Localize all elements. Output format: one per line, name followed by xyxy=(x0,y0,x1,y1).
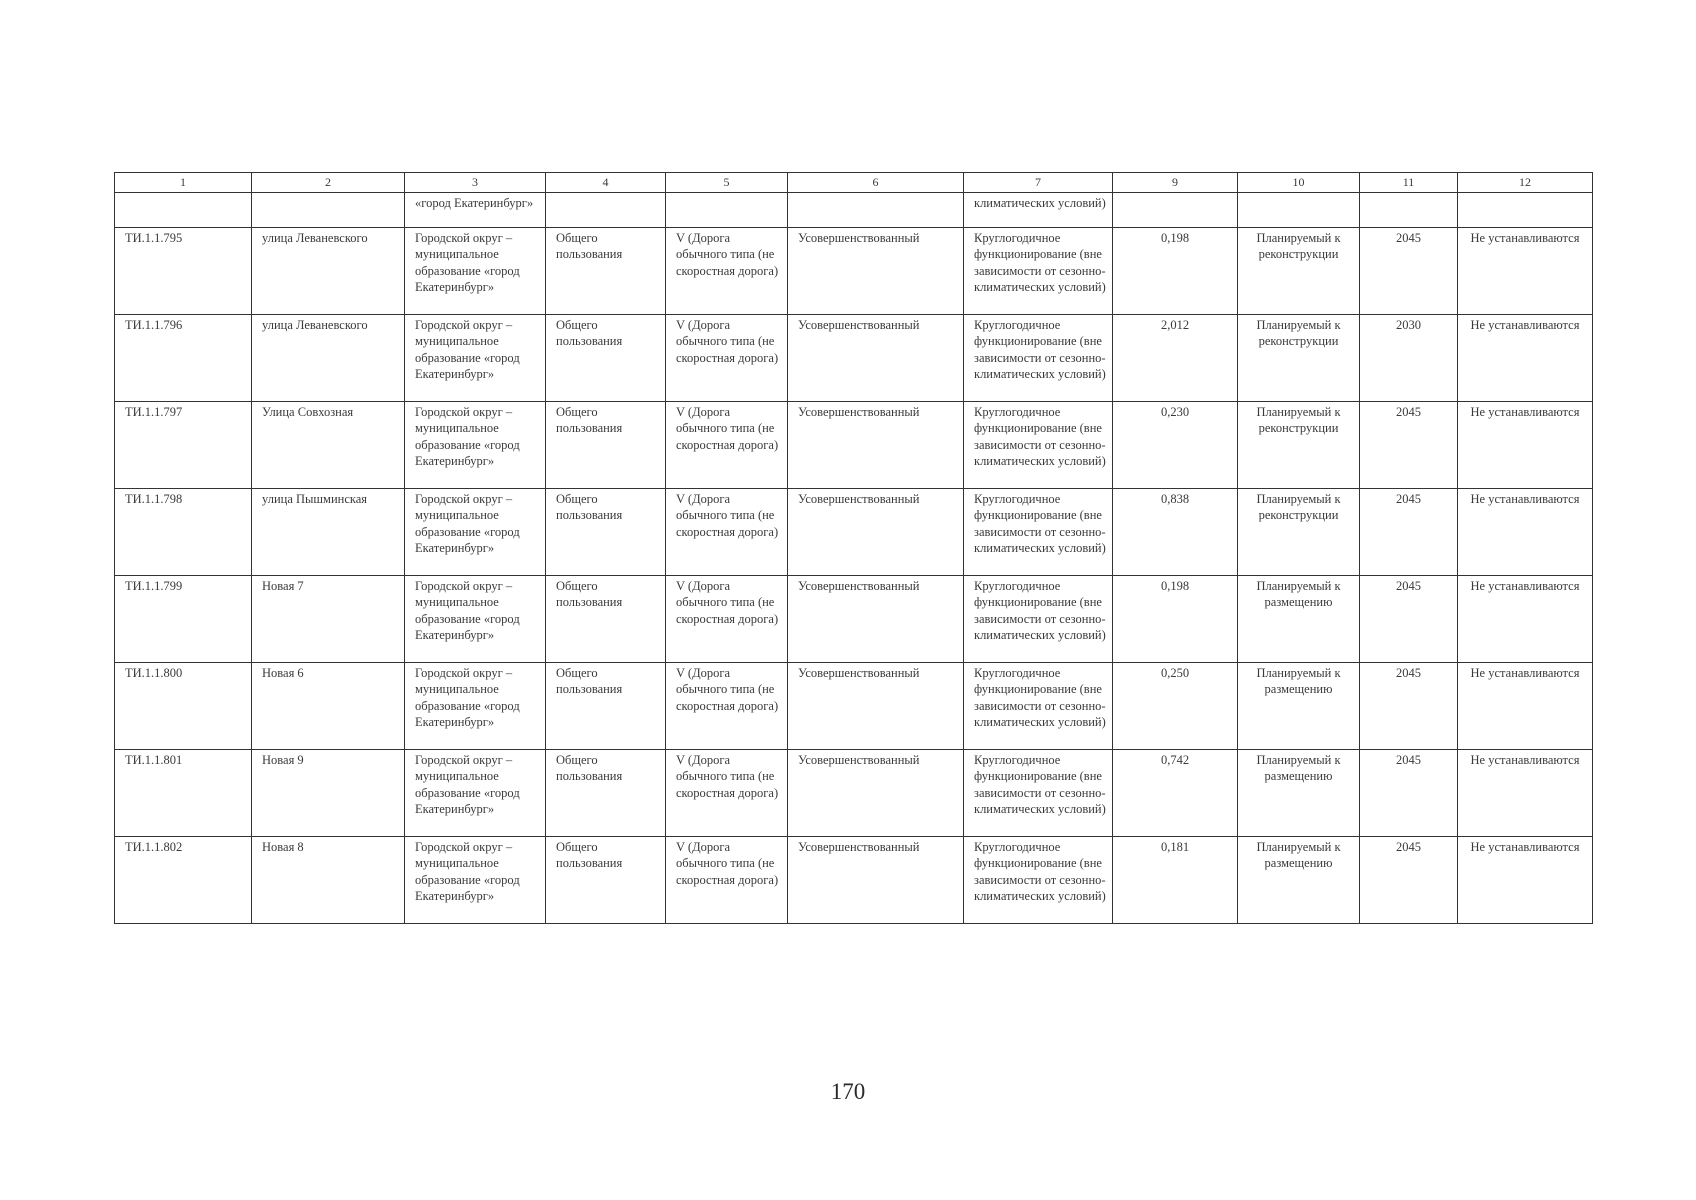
table-cell: Улица Совхозная xyxy=(252,402,405,489)
page-number: 170 xyxy=(830,1079,866,1104)
table-cell: Новая 6 xyxy=(252,663,405,750)
table-cell xyxy=(1360,193,1458,228)
table-cell: «город Екатеринбург» xyxy=(405,193,546,228)
table-cell: V (Дорога обычного типа (не скоростная дорога) xyxy=(666,489,788,576)
table-cell: 2030 xyxy=(1360,315,1458,402)
column-header: 10 xyxy=(1238,173,1360,193)
table-cell: Планируемый к размещению xyxy=(1238,663,1360,750)
table-cell: Планируемый к реконструкции xyxy=(1238,228,1360,315)
table-cell: V (Дорога обычного типа (не скоростная дорога) xyxy=(666,837,788,924)
table-row xyxy=(115,750,1593,837)
table-row xyxy=(115,228,1593,315)
table-cell: ТИ.1.1.801 xyxy=(115,750,252,837)
table-cell: ТИ.1.1.795 xyxy=(115,228,252,315)
column-header: 6 xyxy=(788,173,964,193)
table-cell: Усовершенствованный xyxy=(788,228,964,315)
table-cell: 2045 xyxy=(1360,576,1458,663)
table-cell: Городской округ – муниципальное образование «город Екатеринбург» xyxy=(405,315,546,402)
table-cell: 2045 xyxy=(1360,837,1458,924)
table-cell: Круглогодичное функционирование (вне зависимости от сезонно-климатических условий) xyxy=(964,750,1113,837)
table-cell: Круглогодичное функционирование (вне зависимости от сезонно-климатических условий) xyxy=(964,837,1113,924)
table-cell: Городской округ – муниципальное образование «город Екатеринбург» xyxy=(405,837,546,924)
table-row xyxy=(115,315,1593,402)
table-cell: Усовершенствованный xyxy=(788,663,964,750)
column-header: 11 xyxy=(1360,173,1458,193)
table-cell: Круглогодичное функционирование (вне зависимости от сезонно-климатических условий) xyxy=(964,402,1113,489)
column-header: 1 xyxy=(115,173,252,193)
table-cell: 2045 xyxy=(1360,489,1458,576)
continuation-row xyxy=(115,193,1593,228)
column-header: 2 xyxy=(252,173,405,193)
table-cell: Усовершенствованный xyxy=(788,402,964,489)
table-cell: 2045 xyxy=(1360,402,1458,489)
table-cell: ТИ.1.1.802 xyxy=(115,837,252,924)
table-cell: Городской округ – муниципальное образование «город Екатеринбург» xyxy=(405,489,546,576)
table-cell: V (Дорога обычного типа (не скоростная дорога) xyxy=(666,315,788,402)
table-cell: Общего пользования xyxy=(546,228,666,315)
table-cell: Не устанавливаются xyxy=(1458,663,1593,750)
table-cell: V (Дорога обычного типа (не скоростная дорога) xyxy=(666,576,788,663)
table-row xyxy=(115,576,1593,663)
table-cell xyxy=(1113,193,1238,228)
table-cell: Планируемый к размещению xyxy=(1238,837,1360,924)
table-cell: V (Дорога обычного типа (не скоростная дорога) xyxy=(666,228,788,315)
table-cell: Городской округ – муниципальное образование «город Екатеринбург» xyxy=(405,576,546,663)
table-cell: Не устанавливаются xyxy=(1458,837,1593,924)
table-cell: Планируемый к размещению xyxy=(1238,750,1360,837)
table-cell: Планируемый к реконструкции xyxy=(1238,402,1360,489)
table-cell: климатических условий) xyxy=(964,193,1113,228)
table-cell: ТИ.1.1.799 xyxy=(115,576,252,663)
table-cell: Не устанавливаются xyxy=(1458,315,1593,402)
table-cell: Не устанавливаются xyxy=(1458,576,1593,663)
table-cell: Общего пользования xyxy=(546,315,666,402)
table-cell: 0,742 xyxy=(1113,750,1238,837)
table-cell: ТИ.1.1.798 xyxy=(115,489,252,576)
table-cell: Круглогодичное функционирование (вне зависимости от сезонно-климатических условий) xyxy=(964,663,1113,750)
table-cell: Не устанавливаются xyxy=(1458,489,1593,576)
table-cell: Планируемый к размещению xyxy=(1238,576,1360,663)
data-table xyxy=(114,172,1593,924)
table-cell xyxy=(252,193,405,228)
table-cell: Новая 9 xyxy=(252,750,405,837)
table-cell: Городской округ – муниципальное образование «город Екатеринбург» xyxy=(405,663,546,750)
table-cell: Круглогодичное функционирование (вне зависимости от сезонно-климатических условий) xyxy=(964,315,1113,402)
table-cell: Планируемый к реконструкции xyxy=(1238,489,1360,576)
table-row xyxy=(115,402,1593,489)
table-cell: ТИ.1.1.797 xyxy=(115,402,252,489)
table-cell: Общего пользования xyxy=(546,576,666,663)
table-cell: 0,250 xyxy=(1113,663,1238,750)
table-cell: 0,838 xyxy=(1113,489,1238,576)
table-cell xyxy=(1238,193,1360,228)
column-header: 7 xyxy=(964,173,1113,193)
table-cell xyxy=(788,193,964,228)
table-cell: Не устанавливаются xyxy=(1458,750,1593,837)
column-header: 12 xyxy=(1458,173,1593,193)
table-cell: V (Дорога обычного типа (не скоростная дорога) xyxy=(666,750,788,837)
table-cell: Городской округ – муниципальное образование «город Екатеринбург» xyxy=(405,402,546,489)
table-cell: Круглогодичное функционирование (вне зависимости от сезонно-климатических условий) xyxy=(964,489,1113,576)
table-body xyxy=(115,193,1593,924)
table-cell: улица Леваневского xyxy=(252,228,405,315)
table-cell: 0,181 xyxy=(1113,837,1238,924)
table-cell: Общего пользования xyxy=(546,750,666,837)
table-cell: Городской округ – муниципальное образование «город Екатеринбург» xyxy=(405,228,546,315)
table-cell: 2045 xyxy=(1360,228,1458,315)
table-cell xyxy=(115,193,252,228)
table-row xyxy=(115,663,1593,750)
table-cell: Общего пользования xyxy=(546,663,666,750)
table-cell xyxy=(546,193,666,228)
table-cell: 2045 xyxy=(1360,663,1458,750)
table-cell: Новая 7 xyxy=(252,576,405,663)
table-cell: ТИ.1.1.796 xyxy=(115,315,252,402)
table-cell: Новая 8 xyxy=(252,837,405,924)
table-cell: V (Дорога обычного типа (не скоростная дорога) xyxy=(666,663,788,750)
table-cell: ТИ.1.1.800 xyxy=(115,663,252,750)
table-cell: Круглогодичное функционирование (вне зависимости от сезонно-климатических условий) xyxy=(964,576,1113,663)
table-cell: Усовершенствованный xyxy=(788,576,964,663)
header-row xyxy=(115,173,1593,193)
table-cell: Планируемый к реконструкции xyxy=(1238,315,1360,402)
table-cell: Общего пользования xyxy=(546,402,666,489)
table-cell: 2,012 xyxy=(1113,315,1238,402)
column-header: 4 xyxy=(546,173,666,193)
table-cell: Усовершенствованный xyxy=(788,750,964,837)
table-cell: 0,198 xyxy=(1113,228,1238,315)
table-cell: 2045 xyxy=(1360,750,1458,837)
table-cell: Усовершенствованный xyxy=(788,489,964,576)
table-row xyxy=(115,837,1593,924)
column-header: 5 xyxy=(666,173,788,193)
table-cell xyxy=(666,193,788,228)
table-cell: улица Пышминская xyxy=(252,489,405,576)
table-cell: Усовершенствованный xyxy=(788,837,964,924)
table-cell xyxy=(1458,193,1593,228)
table-cell: 0,198 xyxy=(1113,576,1238,663)
table-cell: Круглогодичное функционирование (вне зависимости от сезонно-климатических условий) xyxy=(964,228,1113,315)
table-cell: Общего пользования xyxy=(546,489,666,576)
table-cell: Общего пользования xyxy=(546,837,666,924)
table-cell: улица Леваневского xyxy=(252,315,405,402)
table-cell: Не устанавливаются xyxy=(1458,228,1593,315)
column-header: 3 xyxy=(405,173,546,193)
table-cell: V (Дорога обычного типа (не скоростная дорога) xyxy=(666,402,788,489)
table-row xyxy=(115,489,1593,576)
table-cell: Не устанавливаются xyxy=(1458,402,1593,489)
table-cell: Городской округ – муниципальное образование «город Екатеринбург» xyxy=(405,750,546,837)
column-header: 9 xyxy=(1113,173,1238,193)
table-cell: 0,230 xyxy=(1113,402,1238,489)
table-cell: Усовершенствованный xyxy=(788,315,964,402)
